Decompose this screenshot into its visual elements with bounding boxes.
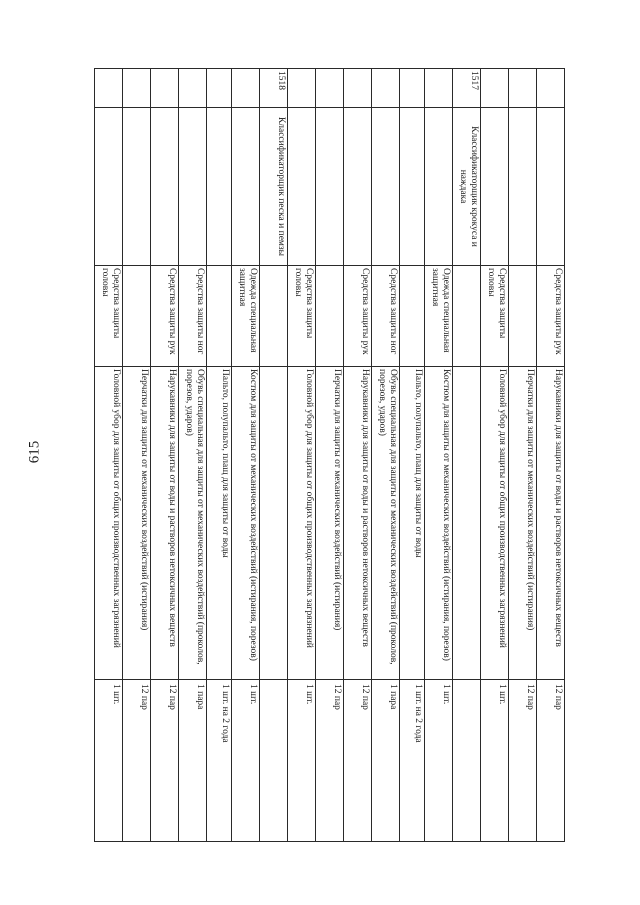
item-cell	[453, 367, 481, 680]
table-row	[481, 69, 509, 842]
rotated-table-wrapper	[94, 68, 565, 841]
profession-cell	[481, 108, 509, 266]
profession-cell: Классификаторщик крокуса и наждака	[453, 108, 481, 266]
profession-cell	[207, 108, 232, 266]
profession-cell	[372, 108, 400, 266]
norm-cell: 1 шт. на 2 года	[207, 680, 232, 842]
profession-cell	[509, 108, 537, 266]
item-cell: Перчатки для защиты от механических воздействий (истирания)	[316, 367, 344, 680]
table-row	[232, 69, 260, 842]
row-number	[123, 69, 151, 108]
norm-cell: 1 шт.	[288, 680, 316, 842]
table-row	[123, 69, 151, 842]
profession-cell	[179, 108, 207, 266]
norm-cell: 12 пар	[151, 680, 179, 842]
table-row	[95, 69, 123, 842]
table-row	[372, 69, 400, 842]
row-number	[425, 69, 453, 108]
item-cell: Перчатки для защиты от механических воздействий (истирания)	[509, 367, 537, 680]
norm-cell	[260, 680, 288, 842]
item-cell: Нарукавники для защиты от воды и растворов нетоксичных веществ	[344, 367, 372, 680]
table-row	[344, 69, 372, 842]
row-number	[207, 69, 232, 108]
category-cell	[260, 266, 288, 367]
profession-cell: Классификаторщик песка и пемзы	[260, 108, 288, 266]
norm-cell: 1 шт. на 2 года	[400, 680, 425, 842]
table-row	[179, 69, 207, 842]
category-cell	[207, 266, 232, 367]
row-number	[372, 69, 400, 108]
ppe-norms-table	[94, 68, 565, 842]
category-cell	[316, 266, 344, 367]
table-row	[260, 69, 288, 842]
norm-cell: 1 пара	[179, 680, 207, 842]
item-cell: Головной убор для защиты от общих производственных загрязнений	[481, 367, 509, 680]
item-cell: Пальто, полупальто, плащ для защиты от воды	[207, 367, 232, 680]
profession-cell	[537, 108, 565, 266]
profession-cell	[151, 108, 179, 266]
row-number	[232, 69, 260, 108]
item-cell: Обувь специальная для защиты от механических воздействий (проколов, порезов, ударов)	[179, 367, 207, 680]
item-cell: Нарукавники для защиты от воды и растворов нетоксичных веществ	[537, 367, 565, 680]
page-number: 615	[26, 440, 43, 464]
row-number	[95, 69, 123, 108]
category-cell: Средства защиты рук	[537, 266, 565, 367]
row-number	[481, 69, 509, 108]
category-cell: Средства защиты головы	[288, 266, 316, 367]
profession-cell	[425, 108, 453, 266]
category-cell	[453, 266, 481, 367]
category-cell	[123, 266, 151, 367]
norm-cell: 12 пар	[509, 680, 537, 842]
norm-cell: 12 пар	[316, 680, 344, 842]
norm-cell: 1 шт.	[425, 680, 453, 842]
table-row	[425, 69, 453, 842]
category-cell: Одежда специальная защитная	[232, 266, 260, 367]
row-number	[151, 69, 179, 108]
category-cell	[509, 266, 537, 367]
category-cell: Одежда специальная защитная	[425, 266, 453, 367]
row-number	[316, 69, 344, 108]
item-cell: Обувь специальная для защиты от механических воздействий (проколов, порезов, ударов)	[372, 367, 400, 680]
norm-cell: 1 шт.	[232, 680, 260, 842]
row-number: 1517	[453, 69, 481, 108]
item-cell: Головной убор для защиты от общих производственных загрязнений	[288, 367, 316, 680]
category-cell: Средства защиты головы	[481, 266, 509, 367]
profession-cell	[344, 108, 372, 266]
row-number	[344, 69, 372, 108]
item-cell: Костюм для защиты от механических воздействий (истирания, порезов)	[232, 367, 260, 680]
norm-cell: 1 пара	[372, 680, 400, 842]
item-cell: Нарукавники для защиты от воды и растворов нетоксичных веществ	[151, 367, 179, 680]
norm-cell: 1 шт.	[481, 680, 509, 842]
profession-cell	[316, 108, 344, 266]
category-cell: Средства защиты ног	[179, 266, 207, 367]
category-cell: Средства защиты головы	[95, 266, 123, 367]
row-number	[537, 69, 565, 108]
table-row	[400, 69, 425, 842]
table-row	[453, 69, 481, 842]
row-number	[509, 69, 537, 108]
item-cell: Перчатки для защиты от механических воздействий (истирания)	[123, 367, 151, 680]
row-number	[288, 69, 316, 108]
profession-cell	[95, 108, 123, 266]
category-cell	[400, 266, 425, 367]
table-row	[537, 69, 565, 842]
category-cell: Средства защиты рук	[151, 266, 179, 367]
row-number	[400, 69, 425, 108]
norm-cell: 12 пар	[537, 680, 565, 842]
table-row	[509, 69, 537, 842]
norm-cell: 1 шт.	[95, 680, 123, 842]
table-row	[151, 69, 179, 842]
table-row	[288, 69, 316, 842]
table-row	[316, 69, 344, 842]
item-cell	[260, 367, 288, 680]
item-cell: Пальто, полупальто, плащ для защиты от воды	[400, 367, 425, 680]
row-number	[179, 69, 207, 108]
row-number: 1518	[260, 69, 288, 108]
category-cell: Средства защиты рук	[344, 266, 372, 367]
profession-cell	[123, 108, 151, 266]
norm-cell: 12 пар	[123, 680, 151, 842]
profession-cell	[232, 108, 260, 266]
category-cell: Средства защиты ног	[372, 266, 400, 367]
item-cell: Костюм для защиты от механических воздействий (истирания, порезов)	[425, 367, 453, 680]
item-cell: Головной убор для защиты от общих производственных загрязнений	[95, 367, 123, 680]
norm-cell: 12 пар	[344, 680, 372, 842]
norm-cell	[453, 680, 481, 842]
profession-cell	[288, 108, 316, 266]
profession-cell	[400, 108, 425, 266]
table-row	[207, 69, 232, 842]
